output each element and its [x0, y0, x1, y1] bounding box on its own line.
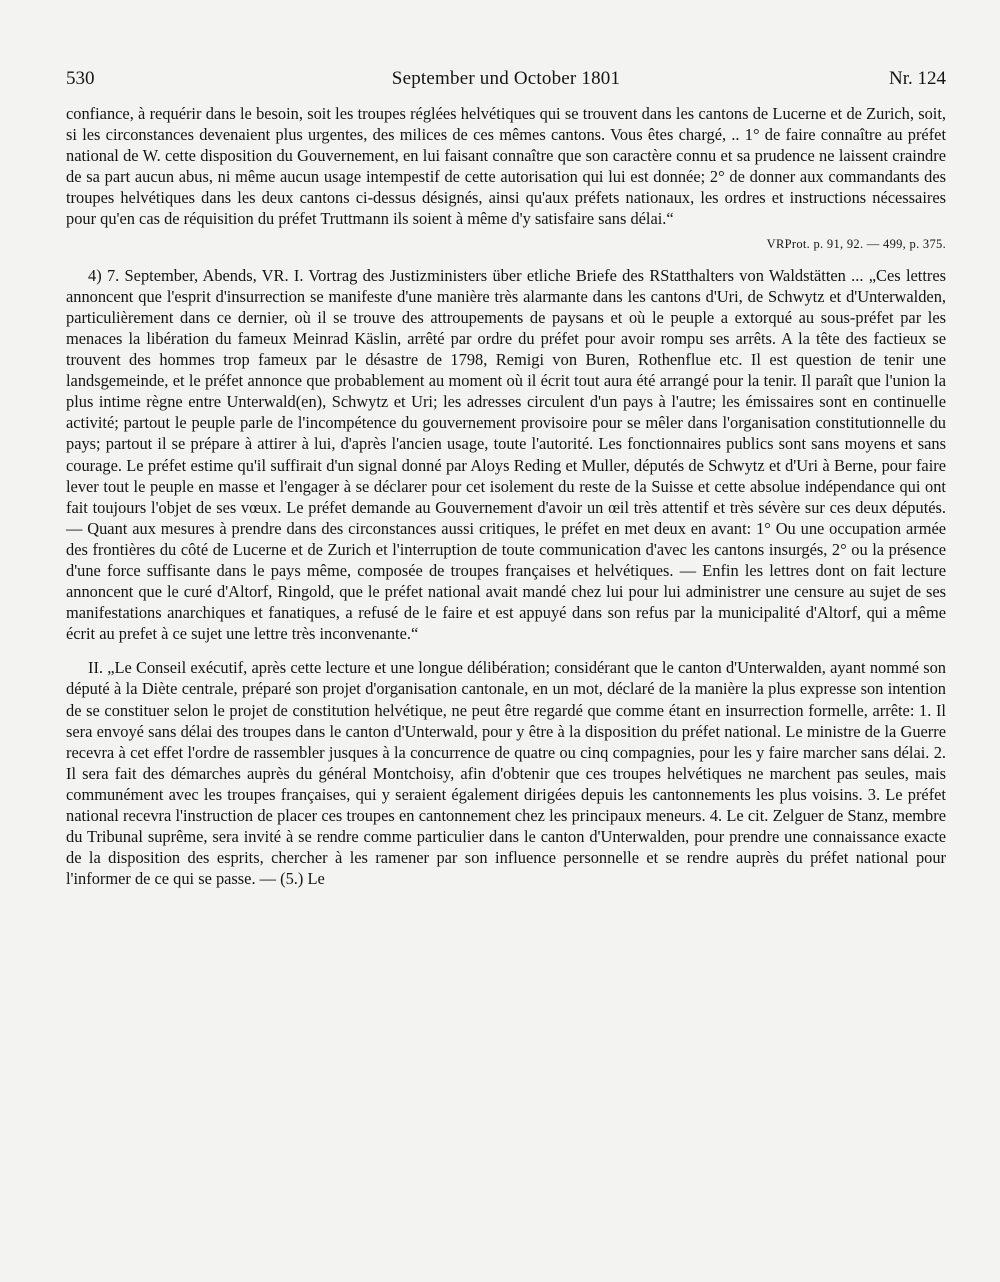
page-header	[66, 68, 946, 96]
paragraph-continuation: confiance, à requérir dans le besoin, soit les troupes réglées helvétiques qui se trouvent dans les cantons de Lucerne et de Zurich, soit, si les circonstances devenaient plus urgentes, des milices de ces mêmes cantons. Vous êtes chargé, .. 1° de faire connaître au préfet national de W. cette disposition du Gouvernement, en lui faisant connaître que son caractère connu et sa prudence ne laissent craindre de sa part aucun abus, ni même aucun usage intempestif de cette autorisation qui lui est donnée; 2° de donner aux commandants des troupes helvétiques dans les deux cantons ci-dessus désignés, ainsi qu'aux préfets nationaux, les ordres et instructions nécessaires pour qu'en cas de réquisition du préfet Truttmann ils soient à même d'y satisfaire sans délai.“	[66, 104, 946, 229]
source-reference: VRProt. p. 91, 92. — 499, p. 375.	[766, 236, 946, 251]
document-number: Nr. 124	[889, 68, 946, 89]
page-number: 530	[66, 68, 95, 89]
paragraph-entry-4: 4) 7. September, Abends, VR. I. Vortrag des Justizministers über etliche Briefe des RStatthalters von Waldstätten ... „Ces lettres annoncent que l'esprit d'insurrection se manifeste d'une manière très alarmante dans les cantons d'Uri, de Schwytz et d'Unterwalden, particulièrement dans ce dernier, où il se trouve des attroupements de paysans et où le peuple a extorqué au sous-préfet par les menaces la libération du fameux Meinrad Käslin, arrêté par ordre du préfet pour avoir rompu ses arrêts. A la tête des factieux se trouvent des hommes trop fameux par le désastre de 1798, Remigi von Buren, Rothenflue etc. Il est question de tenir une landsgemeinde, et le préfet annonce que probablement au moment où il écrit tout aura été arrangé pour la tenir. Il paraît que l'union la plus intime règne entre Unterwald(en), Schwytz et Uri; les adresses circulent d'un pays à l'autre; les émissaires sont en continuelle activité; partout le peuple parle de l'incompétence du gouvernement provisoire pour se mêler dans l'organisation constitutionnelle du pays; partout il se prépare à attirer à lui, d'après l'ancien usage, toute l'autorité. Les fonctionnaires publics sont sans moyens et sans courage. Le préfet estime qu'il suffirait d'un signal donné par Aloys Reding et Muller, députés de Schwytz et d'Uri à Berne, pour faire lever tout le peuple en masse et l'engager à se déclarer pour cet isolement du reste de la Suisse et cette absolue indépendance qui ont fait toujours l'objet de ses vœux. Le préfet demande au Gouvernement d'avoir un œil très attentif et très sévère sur ces deux députés. — Quant aux mesures à prendre dans des circonstances aussi critiques, le préfet en met deux en avant: 1° Ou une occupation armée des frontières du côté de Lucerne et de Zurich et l'interruption de toute communication d'avec les cantons insurgés, 2° ou la présence d'une force suffisante dans le pays même, composée de troupes françaises et helvétiques. — Enfin les lettres dont on fait lecture annoncent que le curé d'Altorf, Ringold, que le préfet national avait mandé chez lui pour lui administrer une censure au sujet de ses manifestations anarchiques et fanatiques, a refusé de le faire et est appuyé dans son refus par la municipalité d'Altorf, qui a même écrit au prefet à ce sujet une lettre très inconvenante.“	[66, 265, 946, 644]
paragraph-entry-ii: II. „Le Conseil exécutif, après cette lecture et une longue délibération; considérant que le canton d'Unterwalden, ayant nommé son député à la Diète centrale, préparé son projet d'organisation cantonale, en un mot, déclaré de la manière la plus expresse son intention de se constituer selon le projet de constitution helvétique, ne peut être regardé que comme étant en insurrection formelle, arrête: 1. Il sera envoyé sans délai des troupes dans le canton d'Unterwald, pour y être à la disposition du préfet national. Le ministre de la Guerre recevra à cet effet l'ordre de rassembler jusques à la concurrence de quatre ou cinq compagnies, pour les y faire marcher sans délai. 2. Il sera fait des démarches auprès du général Montchoisy, afin d'obtenir que ces troupes helvétiques ne marchent pas seules, mais communément avec les troupes françaises, qui y seraient également dirigées depuis les cantonnements les plus voisins. 3. Le préfet national recevra l'instruction de placer ces troupes en cantonnement chez les principaux meneurs. 4. Le cit. Zelguer de Stanz, membre du Tribunal suprême, sera invité à se rendre comme particulier dans le canton d'Unterwalden, pour prendre une connaissance exacte de la disposition des esprits, chercher à les ramener par son influence personnelle et se rendre auprès du préfet national pour l'informer de ce qui se passe. — (5.) Le	[66, 658, 946, 889]
page-body	[66, 103, 946, 889]
running-title: September und October 1801	[391, 68, 621, 89]
